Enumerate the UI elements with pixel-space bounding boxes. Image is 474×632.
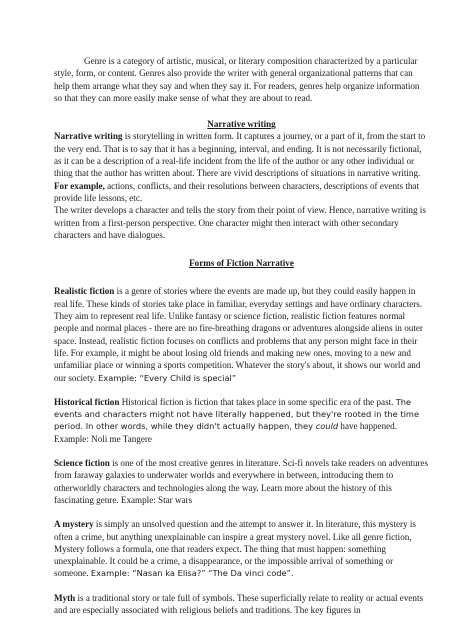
science-fiction-term: Science fiction (54, 458, 110, 469)
narrative-closing-paragraph: The writer develops a character and tells the story from their point of view. Hence, narrative writing is written from a first-person perspective. One character might then interact with other secondary characters and have dialogues. (54, 205, 426, 240)
intro-paragraph: Genre is a category of artistic, musical, or literary composition characterized by a particular style, form, or content. Genres also provide the writer with general organizational patterns that can help them arrange what they say and when they say it. For readers, genres help organize information so that they can more easily make sense of what they are about to read. (54, 56, 420, 103)
realistic-fiction-paragraph (54, 285, 429, 383)
mystery-paragraph (54, 518, 429, 579)
historical-fiction-body-a: Historical fiction is fiction that takes place in some specific era of the past. (119, 396, 396, 407)
science-fiction-body: is one of the most creative genres in literature. Sci-fi novels take readers on adventures from faraway galaxies to underwater worlds and everywhere in between, introducing them to otherworldly characters and technologies along the way. Learn more about the history of this fascinating genre. Example: Star wars (54, 458, 428, 505)
historical-fiction-paragraph (54, 396, 429, 445)
myth-term: Myth (54, 592, 76, 603)
narrative-heading: Narrative writing (207, 119, 276, 130)
fiction-heading: Forms of Fiction Narrative (189, 258, 294, 269)
historical-fiction-body-b: The events and characters might not have literally happened, but they're rooted in the time period. In other words, while they didn't actually happen, they (54, 396, 420, 432)
narrative-example-text: actions, conflicts, and their resolutions between characters, descriptions of events that provide life lessons, etc. (54, 180, 419, 203)
realistic-fiction-example: Example: “Every Child is special” (98, 372, 237, 383)
narrative-definition: is storytelling in written form. It captures a journey, or a part of it, from the start to the very end. That is to say that it has a beginning, interval, and ending. It is not necessarily fictional, as it can be a description of a real-life incident from the life of the author or any other individual or thing that the author has written about. There are vivid descriptions of situations in narrative writing. (54, 131, 426, 179)
historical-fiction-body-c: have happened. Example: Noli me Tangere (54, 421, 397, 444)
realistic-fiction-body: is a genre of stories where the events are made up, but they could easily happen in real life. These kinds of stories take place in familiar, everyday settings and have ordinary characters. They aim to represent real life. Unlike fantasy or science fiction, realistic fiction features normal people and normal places - there are no fire-breathing dragons or adventures alongside aliens in outer space. Instead, realistic fiction focuses on conflicts and problems that any person might face in their life. For example, it might be about losing old friends and making new ones, moving to a new and unfamiliar place or winning a sports competition. Whatever the story's about, it shows our world and our society. (54, 286, 423, 383)
science-fiction-paragraph (54, 457, 429, 506)
narrative-example-paragraph (54, 180, 429, 205)
realistic-fiction-term: Realistic fiction (54, 286, 115, 297)
myth-body: is a traditional story or tale full of symbols. These superficially relate to reality or actual events and are especially associated with religious beliefs and traditions. The key figures in (54, 592, 424, 615)
mystery-body: is simply an unsolved question and the attempt to answer it. In literature, this mystery is often a crime, but anything unexplainable can inspire a great mystery novel. Like all genre fiction, Mystery follows a formula, one that readers expect. The thing that must happen: something unexplainable. It could be a crime, a disappearance, or the impossible arrival of something or someone. (54, 519, 416, 579)
historical-fiction-term: Historical fiction (54, 396, 120, 407)
narrative-example-label: For example, (54, 180, 105, 191)
mystery-example: Example: “Nasan ka Elisa?” “The Da vinci code”. (90, 568, 294, 579)
mystery-term: A mystery (54, 519, 94, 530)
historical-fiction-could: could (315, 421, 339, 432)
myth-paragraph (54, 592, 429, 617)
narrative-definition-paragraph (54, 130, 429, 179)
narrative-term: Narrative writing (54, 131, 123, 142)
